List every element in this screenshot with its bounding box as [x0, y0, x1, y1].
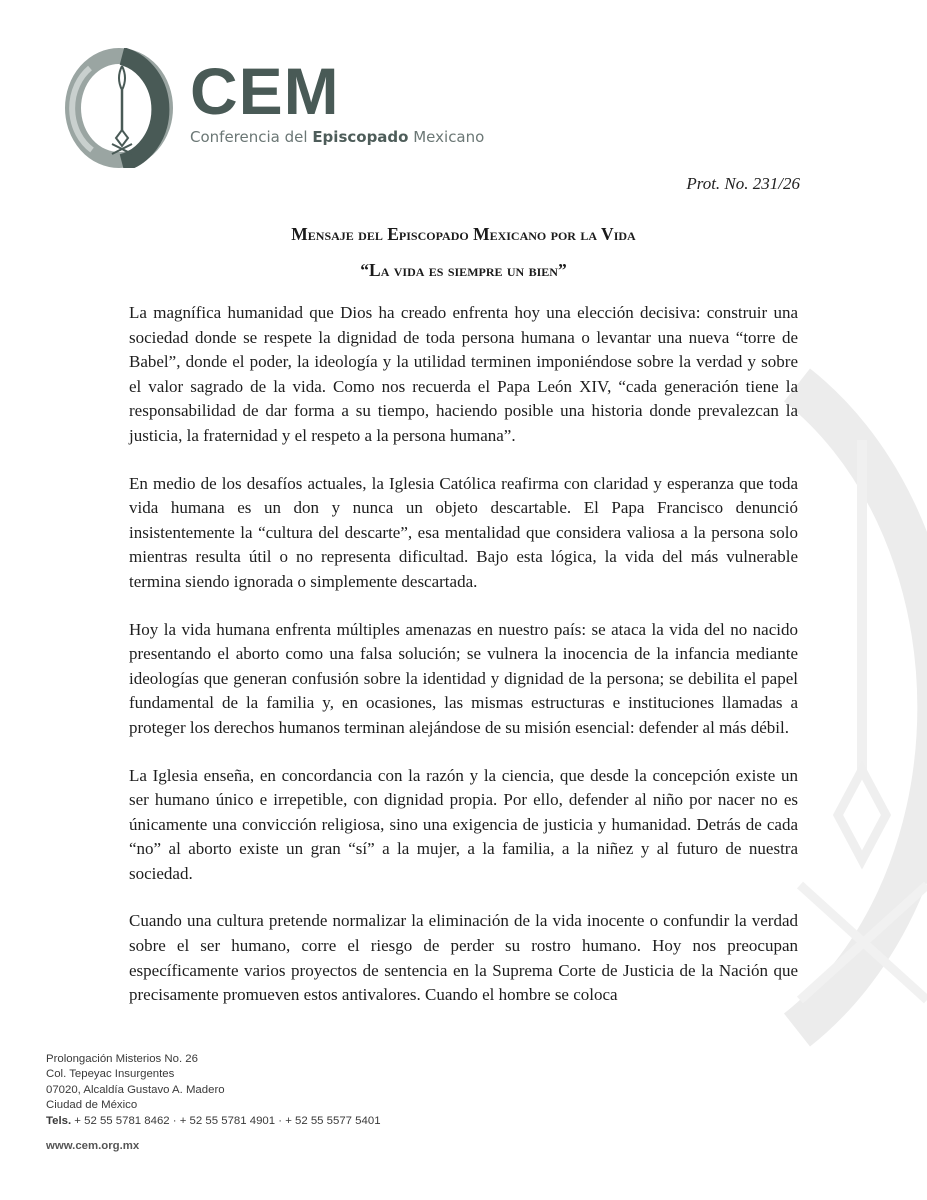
address-line: Ciudad de México: [46, 1099, 138, 1112]
paragraph: En medio de los desafíos actuales, la Iglesia Católica reafirma con claridad y esperanza que toda vida humana es un don y nunca un objeto descartable. El Papa Francisco denunció insistentemente la “cultura del descarte”, esa mentalidad que considera valiosa a la persona solo mientras resulta útil o no representa dificultad. Bajo esta lógica, la vida del más vulnerable termina siendo ignorada o simplemente descartada.: [129, 473, 798, 591]
document-title: Mensaje del Episcopado Mexicano por la Vida: [291, 224, 636, 244]
logo-subtitle: [190, 128, 484, 146]
footer-address: [46, 1052, 381, 1154]
address-line: Prolongación Misterios No. 26: [46, 1053, 198, 1065]
phone-line: [46, 1114, 381, 1129]
document-subtitle: “La vida es siempre un bien”: [360, 260, 567, 280]
paragraph: Hoy la vida humana enfrenta múltiples amenazas en nuestro país: se ataca la vida del no nacido presentando el aborto como una falsa solución; se vulnera la inocencia de la infancia mediante ideologías que generan confusión sobre la identidad y dignidad de la persona; se debilita el papel fundamental de la familia y, en ocasiones, las mismas estructuras e instituciones llamadas a proteger los derechos humanos terminan alejándose de su misión esencial: defender al más débil.: [129, 619, 798, 737]
logo-subtitle-pre: Conferencia del: [190, 128, 313, 146]
logo-subtitle-bold: Episcopado: [312, 128, 409, 146]
address-line: 07020, Alcaldía Gustavo A. Madero: [46, 1083, 225, 1096]
phone-numbers: + 52 55 5781 8462 · + 52 55 5781 4901 · + 52 55 5577 5401: [71, 1114, 381, 1127]
paragraph: La Iglesia enseña, en concordancia con la razón y la ciencia, que desde la concepción existe un ser humano único e irrepetible, con dignidad propia. Por ello, defender al niño por nacer no es únicamente una convicción religiosa, sino una exigencia de justicia y humanidad. Detrás de cada “no” al aborto existe un gran “sí” a la mujer, a la familia, a la niñez y al futuro de nuestra sociedad.: [129, 765, 798, 883]
cem-logo-icon: [62, 48, 187, 168]
logo-acronym: CEM: [190, 54, 340, 128]
phone-label: Tels.: [46, 1114, 72, 1127]
protocol-number: Prot. No. 231/26: [686, 174, 800, 193]
paragraph: Cuando una cultura pretende normalizar la eliminación de la vida inocente o confundir la verdad sobre el ser humano, corre el riesgo de perder su rostro humano. Hoy nos preocupan específicamente varios proyectos de sentencia en la Suprema Corte de Justicia de la Nación que precisamente promueven estos antivalores. Cuando el hombre se coloca: [129, 911, 798, 1005]
logo-text: [190, 54, 485, 146]
logo-subtitle-post: Mexicano: [408, 128, 485, 146]
address-line: Col. Tepeyac Insurgentes: [46, 1068, 175, 1081]
paragraph: La magnífica humanidad que Dios ha creado enfrenta hoy una elección decisiva: construir una sociedad donde se respete la dignidad de toda persona humana o levantar una nueva “torre de Babel”, donde el poder, la ideología y la utilidad terminen imponiéndose sobre la verdad y sobre el valor sagrado de la vida. Como nos recuerda el Papa León XIV, “cada generación tiene la responsabilidad de dar forma a su tiempo, haciendo posible una historia donde prevalezcan la justicia, la fraternidad y el respeto a la persona humana”.: [129, 303, 798, 445]
website-link[interactable]: www.cem.org.mx: [46, 1140, 140, 1153]
document-body: [129, 301, 798, 1031]
